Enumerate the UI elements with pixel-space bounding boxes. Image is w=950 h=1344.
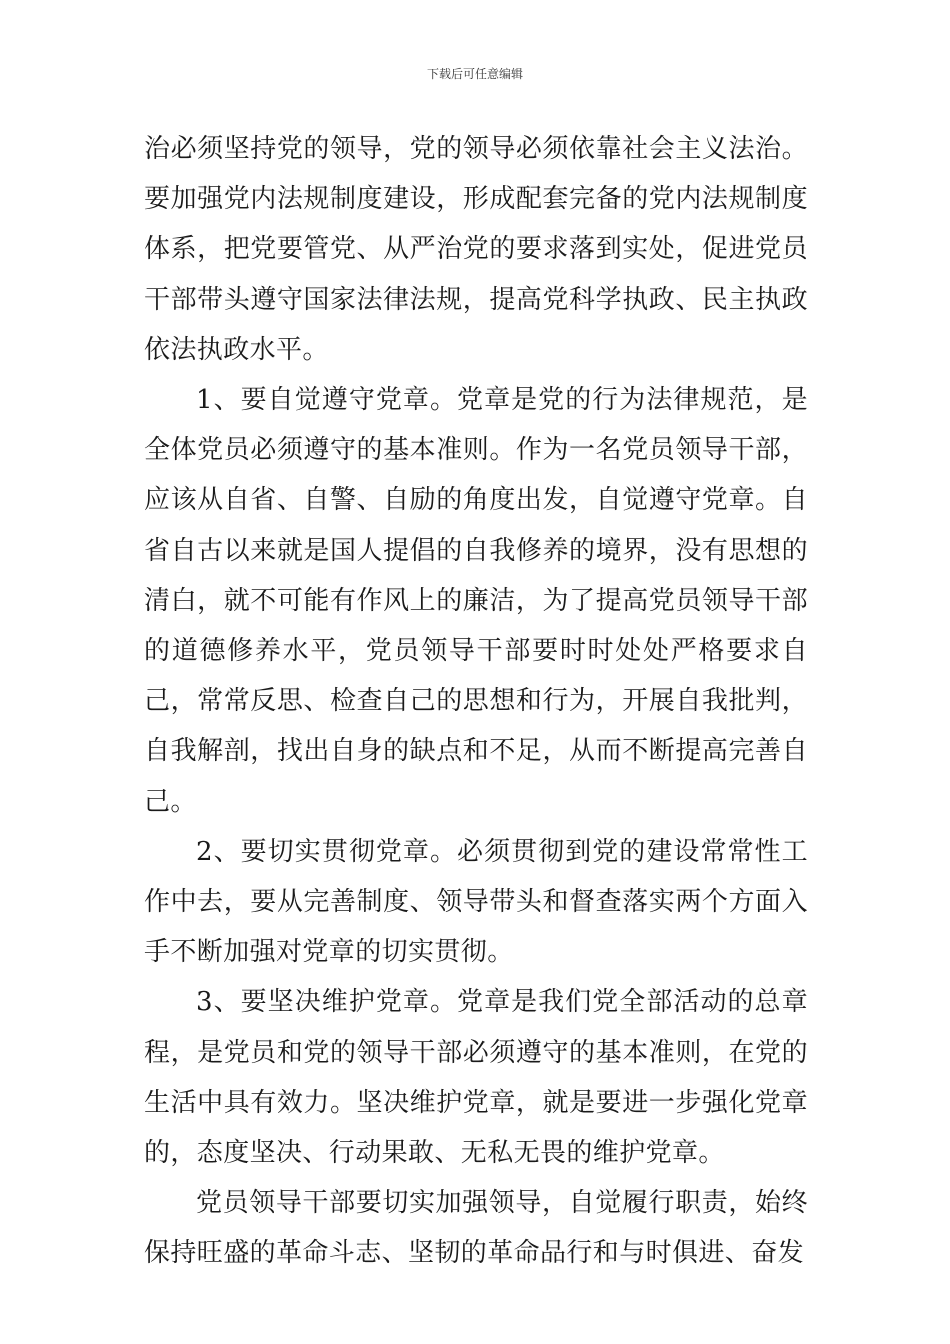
header-note: 下载后可任意编辑 — [426, 67, 523, 81]
paragraph-item-1: 1、要自觉遵守党章。党章是党的行为法律规范，是全体党员必须遵守的基本准则。作为一名党员领导干部，应该从自省、自警、自励的角度出发，自觉遵守党章。自省自古以来就是国人提倡的自我修养的境界，没有思想的清白，就不可能有作风上的廉洁，为了提高党员领导干部的道德修养水平，党员领导干部要时时处处严格要求自己，常常反思、检查自己的思想和行为，开展自我批判，自我解剖，找出自身的缺点和不足，从而不断提高完善自己。 — [144, 385, 808, 817]
paragraph-item-2: 2、要切实贯彻党章。必须贯彻到党的建设常常性工作中去，要从完善制度、领导带头和督查落实两个方面入手不断加强对党章的切实贯彻。 — [144, 836, 808, 968]
paragraph-item-3: 3、要坚决维护党章。党章是我们党全部活动的总章程，是党员和党的领导干部必须遵守的基本准则，在党的生活中具有效力。坚决维护党章，就是要进一步强化党章的，态度坚决、行动果敢、无私无畏的维护党章。 — [144, 987, 808, 1169]
body-text — [144, 124, 808, 1279]
paragraph-closing: 党员领导干部要切实加强领导，自觉履行职责，始终保持旺盛的革命斗志、坚韧的革命品行和与时俱进、奋发 — [144, 1188, 808, 1269]
paragraph-continuation: 治必须坚持党的领导，党的领导必须依靠社会主义法治。要加强党内法规制度建设，形成配套完备的党内法规制度体系，把党要管党、从严治党的要求落到实处，促进党员干部带头遵守国家法律法规，提高党科学执政、民主执政依法执政水平。 — [144, 134, 808, 365]
